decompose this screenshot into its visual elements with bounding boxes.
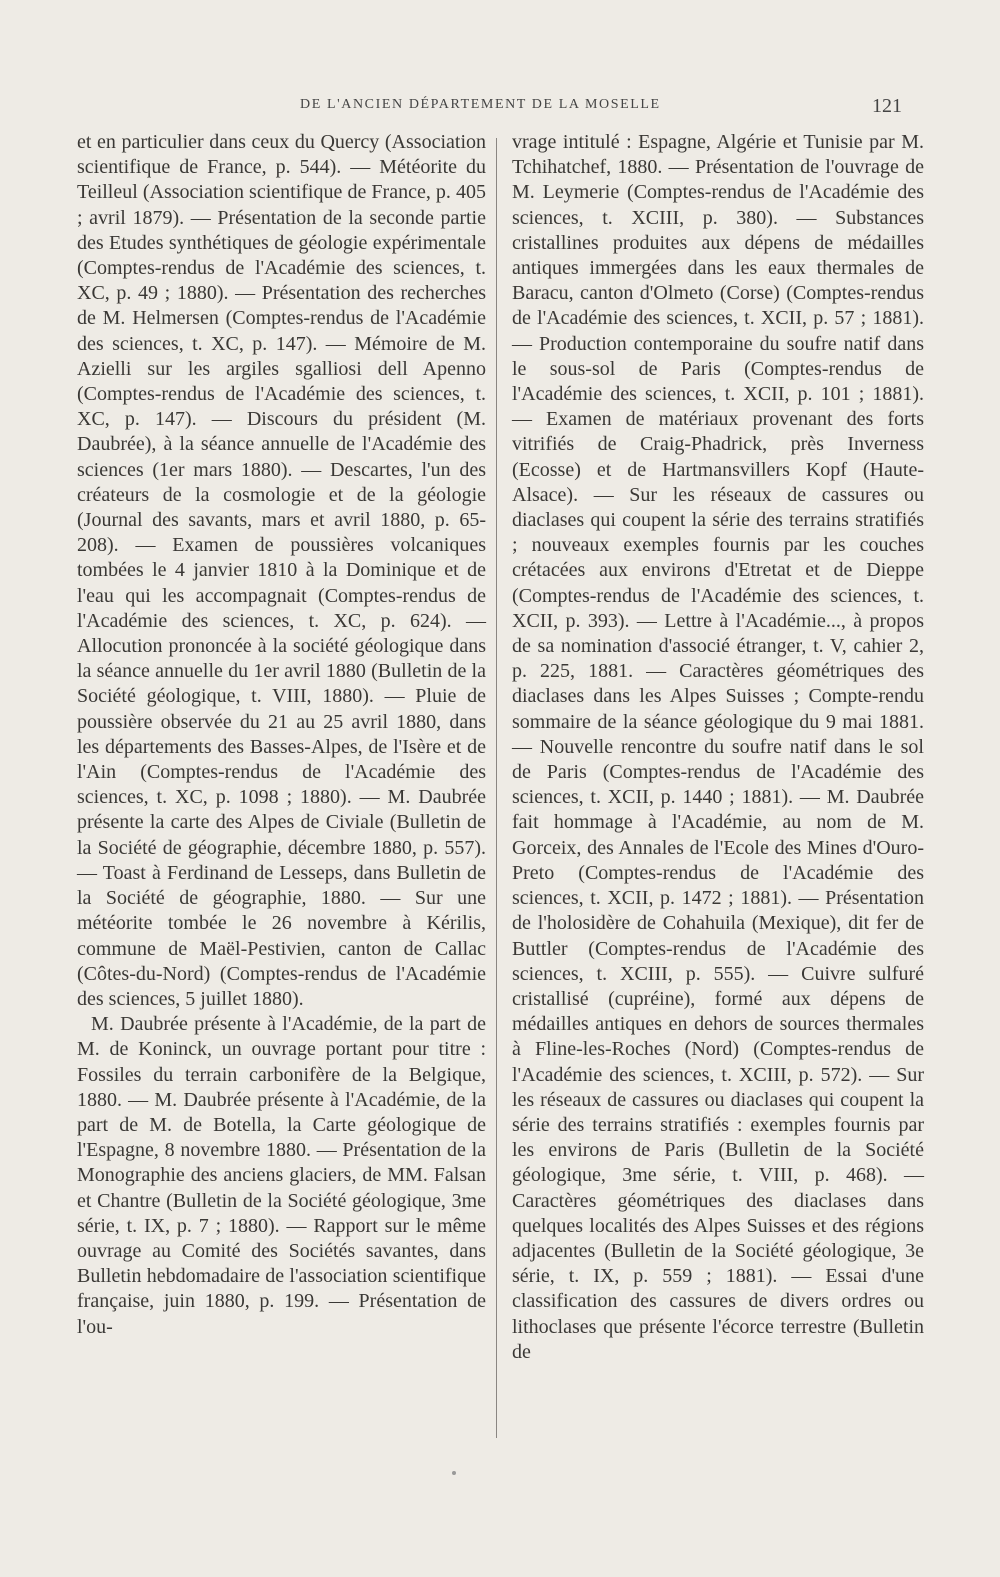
right-column [512,130,924,1365]
left-column [77,130,486,1340]
paper-speck [452,1471,456,1475]
running-title: DE L'ANCIEN DÉPARTEMENT DE LA MOSELLE [300,97,661,112]
column-divider [496,138,497,1438]
page-number: 121 [872,95,902,117]
left-paragraph-1: et en particulier dans ceux du Quercy (Association scientifique de France, p. 544). — Météorite du Teilleul (Association scientifique de France, p. 405 ; avril 1879). — Présentation de la seconde partie des Etudes synthétiques de géologie expérimentale (Comptes-rendus de l'Académie des sciences, t. XC, p. 49 ; 1880). — Présentation des recherches de M. Helmersen (Comptes-rendus de l'Académie des sciences, t. XC, p. 147). — Mémoire de M. Azielli sur les argiles sgalliosi dell Apenno (Comptes-rendus de l'Académie des sciences, t. XC, p. 147). — Discours du président (M. Daubrée), à la séance annuelle de l'Académie des sciences (1er mars 1880). — Descartes, l'un des créateurs de la cosmologie et de la géologie (Journal des savants, mars et avril 1880, p. 65-208). — Examen de poussières volcaniques tombées le 4 janvier 1810 à la Dominique et de l'eau qui les accompagnait (Comptes-rendus de l'Académie des sciences, t. XC, p. 624). — Allocution prononcée à la société géologique dans la séance annuelle du 1er avril 1880 (Bulletin de la Société géologique, t. VIII, 1880). — Pluie de poussière observée du 21 au 25 avril 1880, dans les départements des Basses-Alpes, de l'Isère et de l'Ain (Comptes-rendus de l'Académie des sciences, t. XC, p. 1098 ; 1880). — M. Daubrée présente la carte des Alpes de Civiale (Bulletin de la Société de géographie, décembre 1880, p. 557). — Toast à Ferdinand de Lesseps, dans Bulletin de la Société de géographie, 1880. — Sur une météorite tombée le 26 novembre à Kérilis, commune de Maël-Pestivien, canton de Callac (Côtes-du-Nord) (Comptes-rendus de l'Académie des sciences, 5 juillet 1880). [77,131,486,1010]
right-paragraph-1: vrage intitulé : Espagne, Algérie et Tunisie par M. Tchihatchef, 1880. — Présentation de l'ouvrage de M. Leymerie (Comptes-rendus de l'Académie des sciences, t. XCIII, p. 380). — Substances cristallines produites aux dépens de médailles antiques immergées dans les eaux thermales de Baracu, canton d'Olmeto (Corse) (Comptes-rendus de l'Académie des sciences, t. XCII, p. 57 ; 1881). — Production contemporaine du soufre natif dans le sous-sol de Paris (Comptes-rendus de l'Académie des sciences, t. XCII, p. 101 ; 1881). — Examen de matériaux provenant des forts vitrifiés de Craig-Phadrick, près Inverness (Ecosse) et de Hartmansvillers Kopf (Haute-Alsace). — Sur les réseaux de cassures ou diaclases qui coupent la série des terrains stratifiés ; nouveaux exemples fournis par les couches crétacées aux environs d'Etretat et de Dieppe (Comptes-rendus de l'Académie des sciences, t. XCII, p. 393). — Lettre à l'Académie..., à propos de sa nomination d'associé étranger, t. V, cahier 2, p. 225, 1881. — Caractères géométriques des diaclases dans les Alpes Suisses ; Compte-rendu sommaire de la séance géologique du 9 mai 1881. — Nouvelle rencontre du soufre natif dans le sol de Paris (Comptes-rendus de l'Académie des sciences, t. XCII, p. 1440 ; 1881). — M. Daubrée fait hommage à l'Académie, au nom de M. Gorceix, des Annales de l'Ecole des Mines d'Ouro-Preto (Comptes-rendus de l'Académie des sciences, t. XCII, p. 1472 ; 1881). — Présentation de l'holosidère de Cohahuila (Mexique), dit fer de Buttler (Comptes-rendus de l'Académie des sciences, t. XCIII, p. 555). — Cuivre sulfuré cristallisé (cupréine), formé aux dépens de médailles antiques en dehors de sources thermales à Fline-les-Roches (Nord) (Comptes-rendus de l'Académie des sciences, t. XCIII, p. 572). — Sur les réseaux de cassures ou diaclases qui coupent la série des terrains stratifiés : exemples fournis par les environs de Paris (Bulletin de la Société géologique, 3me série, t. VIII, p. 468). — Caractères géométriques des diaclases dans quelques localités des Alpes Suisses et des régions adjacentes (Bulletin de la Société géologique, 3e série, t. IX, p. 559 ; 1881). — Essai d'une classification des cassures de divers ordres ou lithoclases que présente l'écorce terrestre (Bulletin de [512,131,924,1363]
left-paragraph-2: M. Daubrée présente à l'Académie, de la part de M. de Koninck, un ouvrage portant pour titre : Fossiles du terrain carbonifère de la Belgique, 1880. — M. Daubrée présente à l'Académie, de la part de M. de Botella, la Carte géologique de l'Espagne, 8 novembre 1880. — Présentation de la Monographie des anciens glaciers, de MM. Falsan et Chantre (Bulletin de la Société géologique, 3me série, t. IX, p. 7 ; 1880). — Rapport sur le même ouvrage au Comité des Sociétés savantes, dans Bulletin hebdomadaire de l'association scientifique française, juin 1880, p. 199. — Présentation de l'ou- [77,1013,486,1338]
